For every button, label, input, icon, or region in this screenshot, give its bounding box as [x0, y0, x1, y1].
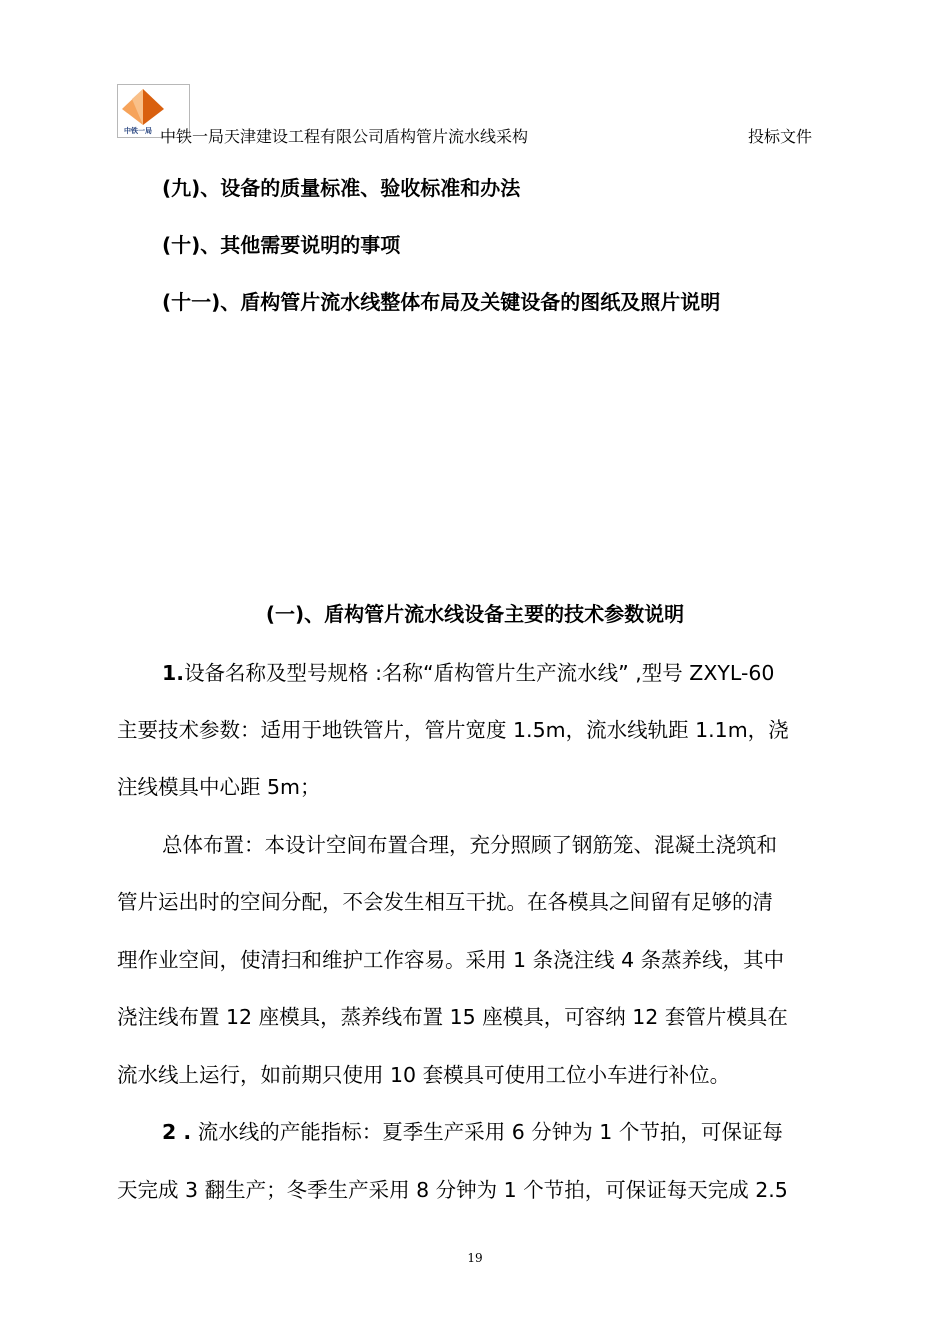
- paragraph-3-number: 2 .: [162, 1120, 192, 1144]
- paragraph-3-line-1-text: 流水线的产能指标：夏季生产采用 6 分钟为 1 个节拍，可保证每: [191, 1120, 783, 1144]
- toc-item-11: (十一)、盾构管片流水线整体布局及关键设备的图纸及照片说明: [162, 290, 721, 314]
- header-title: 中铁一局天津建设工程有限公司盾构管片流水线采构: [160, 127, 529, 146]
- paragraph-3-line-1: [162, 1117, 833, 1147]
- page-number: 19: [467, 1251, 483, 1265]
- header-doc-type: 投标文件: [748, 127, 813, 146]
- paragraph-2-line-3: 理作业空间，使清扫和维护工作容易。采用 1 条浇注线 4 条蒸养线，其中: [117, 948, 785, 972]
- paragraph-1-line-3: 注线模具中心距 5m；: [117, 775, 321, 799]
- paragraph-2-line-2: 管片运出时的空间分配，不会发生相互干扰。在各模具之间留有足够的清: [117, 890, 773, 914]
- toc-item-10: (十)、其他需要说明的事项: [162, 233, 401, 257]
- paragraph-1-number: 1.: [162, 661, 185, 685]
- logo-text: 中铁一局: [124, 127, 152, 135]
- paragraph-1-line-1: [162, 658, 833, 688]
- section-heading: (一)、盾构管片流水线设备主要的技术参数说明: [265, 602, 685, 626]
- paragraph-2-line-1: 总体布置：本设计空间布置合理，充分照顾了钢筋笼、混凝土浇筑和: [162, 833, 777, 857]
- paragraph-1-line-1-text: 设备名称及型号规格 :名称“盾构管片生产流水线” ,型号 ZXYL-60: [184, 661, 775, 685]
- paragraph-1-line-2: 主要技术参数：适用于地铁管片，管片宽度 1.5m，流水线轨距 1.1m，浇: [117, 718, 789, 742]
- toc-item-9: (九)、设备的质量标准、验收标准和办法: [162, 176, 521, 200]
- paragraph-2-line-4: 浇注线布置 12 座模具，蒸养线布置 15 座模具，可容纳 12 套管片模具在: [117, 1005, 788, 1029]
- paragraph-2-line-5: 流水线上运行，如前期只使用 10 套模具可使用工位小车进行补位。: [117, 1063, 731, 1087]
- paragraph-3-line-2: 天完成 3 翻生产；冬季生产采用 8 分钟为 1 个节拍，可保证每天完成 2.5: [117, 1178, 788, 1202]
